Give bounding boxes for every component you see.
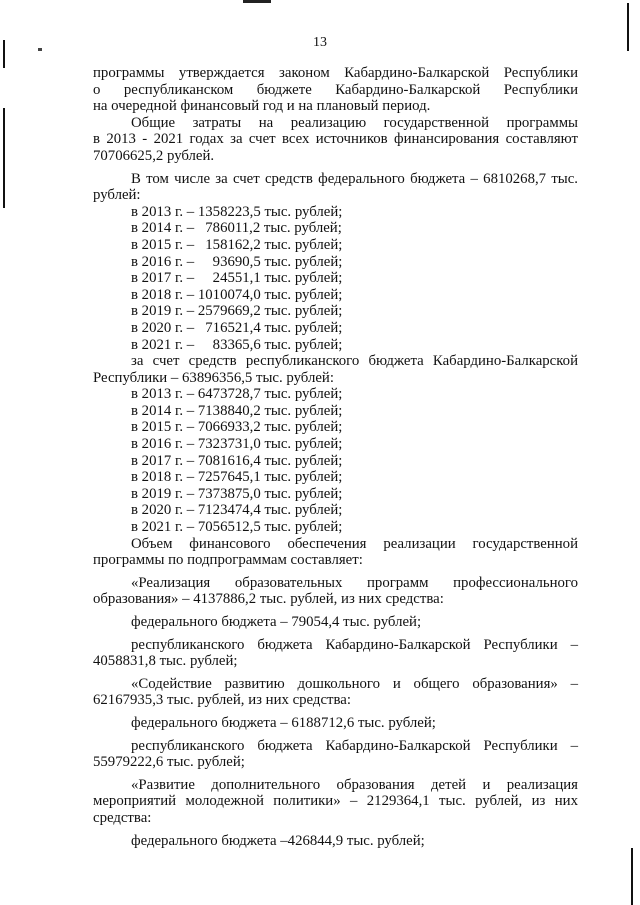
intro-line: о республиканском бюджете Кабардино-Балкарской Республики — [93, 81, 578, 98]
subprogram-1-line: «Реализация образовательных программ профессионального — [131, 574, 578, 591]
federal-year-row: в 2019 г. – 2579669,2 тыс. рублей; — [131, 303, 343, 320]
republic-heading-line: Республики – 63896356,5 тыс. рублей: — [93, 369, 334, 386]
republic-heading-line: за счет средств республиканского бюджета Кабардино-Балкарской — [131, 353, 578, 370]
federal-year-row: в 2013 г. – 1358223,5 тыс. рублей; — [131, 203, 343, 220]
document-body — [93, 65, 578, 849]
republic-year-row: в 2018 г. – 7257645,1 тыс. рублей; — [131, 469, 343, 486]
federal-year-row: в 2015 г. – 158162,2 тыс. рублей; — [131, 236, 343, 253]
republic-year-row: в 2015 г. – 7066933,2 тыс. рублей; — [131, 419, 343, 436]
intro-line: программы утверждается законом Кабардино-Балкарской Республики — [93, 65, 578, 81]
republic-year-row: в 2021 г. – 7056512,5 тыс. рублей; — [131, 519, 343, 536]
volume-line: Объем финансового обеспечения реализации государственной — [131, 535, 578, 552]
intro-line: на очередной финансовый год и на плановый период. — [93, 98, 431, 115]
federal-heading-line: рублей: — [93, 187, 141, 204]
subprogram-2-line: «Содействие развитию дошкольного и общего образования» – — [131, 675, 578, 692]
republic-year-row: в 2014 г. – 7138840,2 тыс. рублей; — [131, 402, 343, 419]
republic-year-row: в 2013 г. – 6473728,7 тыс. рублей; — [131, 386, 343, 403]
republic-year-row: в 2020 г. – 7123474,4 тыс. рублей; — [131, 502, 343, 519]
subprogram-2-line: 62167935,3 тыс. рублей, из них средства: — [93, 692, 351, 709]
republic-year-row: в 2019 г. – 7373875,0 тыс. рублей; — [131, 485, 343, 502]
federal-heading-line: В том числе за счет средств федерального бюджета – 6810268,7 тыс. — [131, 170, 578, 187]
republic-year-row: в 2016 г. – 7323731,0 тыс. рублей; — [131, 436, 343, 453]
subprogram-3-line: «Развитие дополнительного образования детей и реализация — [131, 776, 578, 793]
total-line: Общие затраты на реализацию государственной программы — [131, 114, 578, 131]
federal-year-row: в 2018 г. – 1010074,0 тыс. рублей; — [131, 286, 343, 303]
federal-year-row: в 2016 г. – 93690,5 тыс. рублей; — [131, 253, 343, 270]
volume-line: программы по подпрограммам составляет: — [93, 552, 363, 569]
scan-artifact-top — [243, 0, 271, 3]
subprogram-3-federal: федерального бюджета –426844,9 тыс. рублей; — [131, 832, 425, 849]
subprogram-3-line: средства: — [93, 809, 152, 826]
federal-year-row: в 2017 г. – 24551,1 тыс. рублей; — [131, 270, 343, 287]
total-line: 70706625,2 рублей. — [93, 147, 215, 164]
subprogram-1-republic: 4058831,8 тыс. рублей; — [93, 653, 238, 670]
federal-year-row: в 2020 г. – 716521,4 тыс. рублей; — [131, 319, 343, 336]
federal-year-row: в 2014 г. – 786011,2 тыс. рублей; — [131, 220, 342, 237]
subprogram-2-republic: республиканского бюджета Кабардино-Балкарской Республики – — [131, 737, 578, 754]
subprogram-2-federal: федерального бюджета – 6188712,6 тыс. рублей; — [131, 714, 436, 731]
subprogram-1-republic: республиканского бюджета Кабардино-Балкарской Республики – — [131, 636, 578, 653]
scan-edge-mark — [631, 848, 633, 905]
subprogram-2-republic: 55979222,6 тыс. рублей; — [93, 754, 245, 771]
republic-year-row: в 2017 г. – 7081616,4 тыс. рублей; — [131, 452, 343, 469]
scan-edge-mark — [3, 108, 5, 208]
subprogram-1-line: образования» – 4137886,2 тыс. рублей, из них средства: — [93, 591, 444, 608]
page-number: 13 — [313, 35, 327, 50]
subprogram-1-federal: федерального бюджета – 79054,4 тыс. рублей; — [131, 614, 422, 630]
subprogram-3-line: мероприятий молодежной политики» – 2129364,1 тыс. рублей, из них — [93, 793, 578, 810]
federal-year-row: в 2021 г. – 83365,6 тыс. рублей; — [131, 336, 343, 353]
total-line: в 2013 - 2021 годах за счет всех источников финансирования составляют — [93, 131, 578, 148]
